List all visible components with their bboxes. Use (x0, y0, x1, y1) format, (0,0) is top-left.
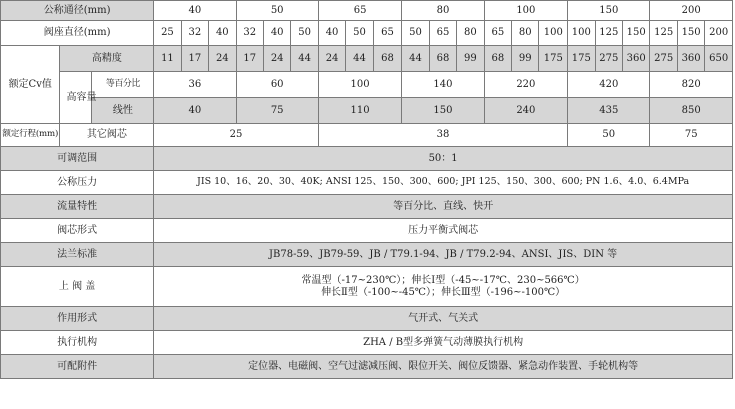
bonnet-row (1, 267, 733, 307)
cv-cell: 68 (373, 46, 402, 72)
cv-high-precision-row (1, 46, 733, 72)
size-cell: 200 (650, 1, 733, 21)
seat-cell: 100 (539, 21, 568, 46)
equal-pct-label: 等百分比 (92, 72, 154, 98)
bonnet-line: 伸长Ⅱ型（-100~-45℃）；伸长Ⅲ型（-196~-100℃） (321, 286, 566, 298)
seat-cell: 80 (512, 21, 539, 46)
cv-cell: 68 (484, 46, 511, 72)
seat-cell: 40 (318, 21, 345, 46)
seat-cell: 125 (595, 21, 622, 46)
property-label: 可配附件 (1, 355, 154, 379)
property-row (1, 219, 733, 243)
cv-cell: 24 (209, 46, 236, 72)
property-row (1, 355, 733, 379)
cv-cell: 240 (484, 98, 568, 124)
size-cell: 100 (484, 1, 568, 21)
property-row (1, 171, 733, 195)
seat-cell: 40 (209, 21, 236, 46)
seat-cell: 65 (484, 21, 511, 46)
seat-cell: 150 (677, 21, 704, 46)
seat-cell: 80 (457, 21, 484, 46)
cv-cell: 275 (650, 46, 677, 72)
size-cell: 50 (236, 1, 318, 21)
size-cell: 65 (318, 1, 401, 21)
property-row (1, 307, 733, 331)
seat-cell: 50 (291, 21, 318, 46)
property-label: 法兰标准 (1, 243, 154, 267)
cv-cell: 100 (318, 72, 401, 98)
cv-cell: 275 (595, 46, 622, 72)
seat-cell: 32 (181, 21, 208, 46)
cv-cell: 44 (346, 46, 373, 72)
other-plug-label: 其它阀芯 (60, 124, 154, 147)
cv-cell: 44 (402, 46, 429, 72)
high-precision-label: 高精度 (60, 46, 154, 72)
size-cell: 80 (402, 1, 484, 21)
cv-cell: 68 (429, 46, 456, 72)
cv-cell: 850 (650, 98, 733, 124)
rated-travel-label: 额定行程(mm) (1, 124, 60, 147)
nominal-size-label: 公称通径(mm) (1, 1, 154, 21)
property-value: 压力平衡式阀芯 (154, 219, 733, 243)
property-label: 公称压力 (1, 171, 154, 195)
cv-cell: 40 (154, 98, 236, 124)
property-label: 阀芯形式 (1, 219, 154, 243)
cv-cell: 175 (539, 46, 568, 72)
seat-diameter-label: 阀座直径(mm) (1, 21, 154, 46)
property-row (1, 243, 733, 267)
seat-cell: 100 (568, 21, 595, 46)
bonnet-label: 上 阀 盖 (1, 267, 154, 307)
cv-cell: 175 (568, 46, 595, 72)
seat-cell: 40 (263, 21, 290, 46)
bonnet-line: 常温型（-17~230℃）；伸长Ⅰ型（-45~-17℃、230~566℃） (301, 275, 585, 286)
property-label: 可调范围 (1, 147, 154, 171)
cv-cell: 820 (650, 72, 733, 98)
cv-cell: 11 (154, 46, 181, 72)
size-cell: 40 (154, 1, 236, 21)
cv-cell: 44 (291, 46, 318, 72)
seat-cell: 150 (622, 21, 649, 46)
cv-equal-pct-row (1, 72, 733, 98)
high-capacity-label: 高容量 (60, 72, 92, 124)
cv-cell: 60 (236, 72, 318, 98)
bonnet-value (154, 267, 733, 307)
cv-cell: 150 (402, 98, 484, 124)
property-value: 50：1 (154, 147, 733, 171)
seat-cell: 65 (429, 21, 456, 46)
seat-cell: 32 (236, 21, 263, 46)
cv-cell: 17 (236, 46, 263, 72)
seat-cell: 125 (650, 21, 677, 46)
rated-cv-label: 额定Cv值 (1, 46, 60, 124)
travel-cell: 38 (318, 124, 567, 147)
cv-cell: 99 (512, 46, 539, 72)
cv-cell: 36 (154, 72, 236, 98)
size-cell: 150 (568, 1, 650, 21)
seat-cell: 50 (402, 21, 429, 46)
property-value: ZHA / B型多弹簧气动薄膜执行机构 (154, 331, 733, 355)
seat-cell: 65 (373, 21, 402, 46)
cv-cell: 435 (568, 98, 650, 124)
seat-cell: 25 (154, 21, 181, 46)
property-row (1, 331, 733, 355)
property-label: 作用形式 (1, 307, 154, 331)
cv-cell: 99 (457, 46, 484, 72)
cv-cell: 24 (318, 46, 345, 72)
cv-cell: 140 (402, 72, 484, 98)
property-value: JIS 10、16、20、30、40K; ANSI 125、150、300、600; JPI 125、150、300、600; PN 1.6、4.0、6.4MPa (154, 171, 733, 195)
property-row (1, 147, 733, 171)
property-value: 等百分比、直线、快开 (154, 195, 733, 219)
cv-cell: 17 (181, 46, 208, 72)
seat-diameter-row (1, 21, 733, 46)
cv-cell: 650 (705, 46, 733, 72)
cv-cell: 110 (318, 98, 401, 124)
cv-cell: 24 (263, 46, 290, 72)
cv-cell: 420 (568, 72, 650, 98)
property-label: 流量特性 (1, 195, 154, 219)
cv-linear-row (1, 98, 733, 124)
property-value: JB78-59、JB79-59、JB / T79.1-94、JB / T79.2-94、ANSI、JIS、DIN 等 (154, 243, 733, 267)
rated-travel-row (1, 124, 733, 147)
cv-cell: 220 (484, 72, 568, 98)
property-row (1, 195, 733, 219)
property-value: 气开式、气关式 (154, 307, 733, 331)
seat-cell: 50 (346, 21, 373, 46)
cv-cell: 75 (236, 98, 318, 124)
travel-cell: 25 (154, 124, 319, 147)
property-label: 执行机构 (1, 331, 154, 355)
cv-cell: 360 (677, 46, 704, 72)
property-value: 定位器、电磁阀、空气过滤减压阀、限位开关、阀位反馈器、紧急动作装置、手轮机构等 (154, 355, 733, 379)
cv-cell: 360 (622, 46, 649, 72)
travel-cell: 50 (568, 124, 650, 147)
travel-cell: 75 (650, 124, 733, 147)
seat-cell: 200 (705, 21, 733, 46)
linear-label: 线性 (92, 98, 154, 124)
nominal-size-row (1, 1, 733, 21)
